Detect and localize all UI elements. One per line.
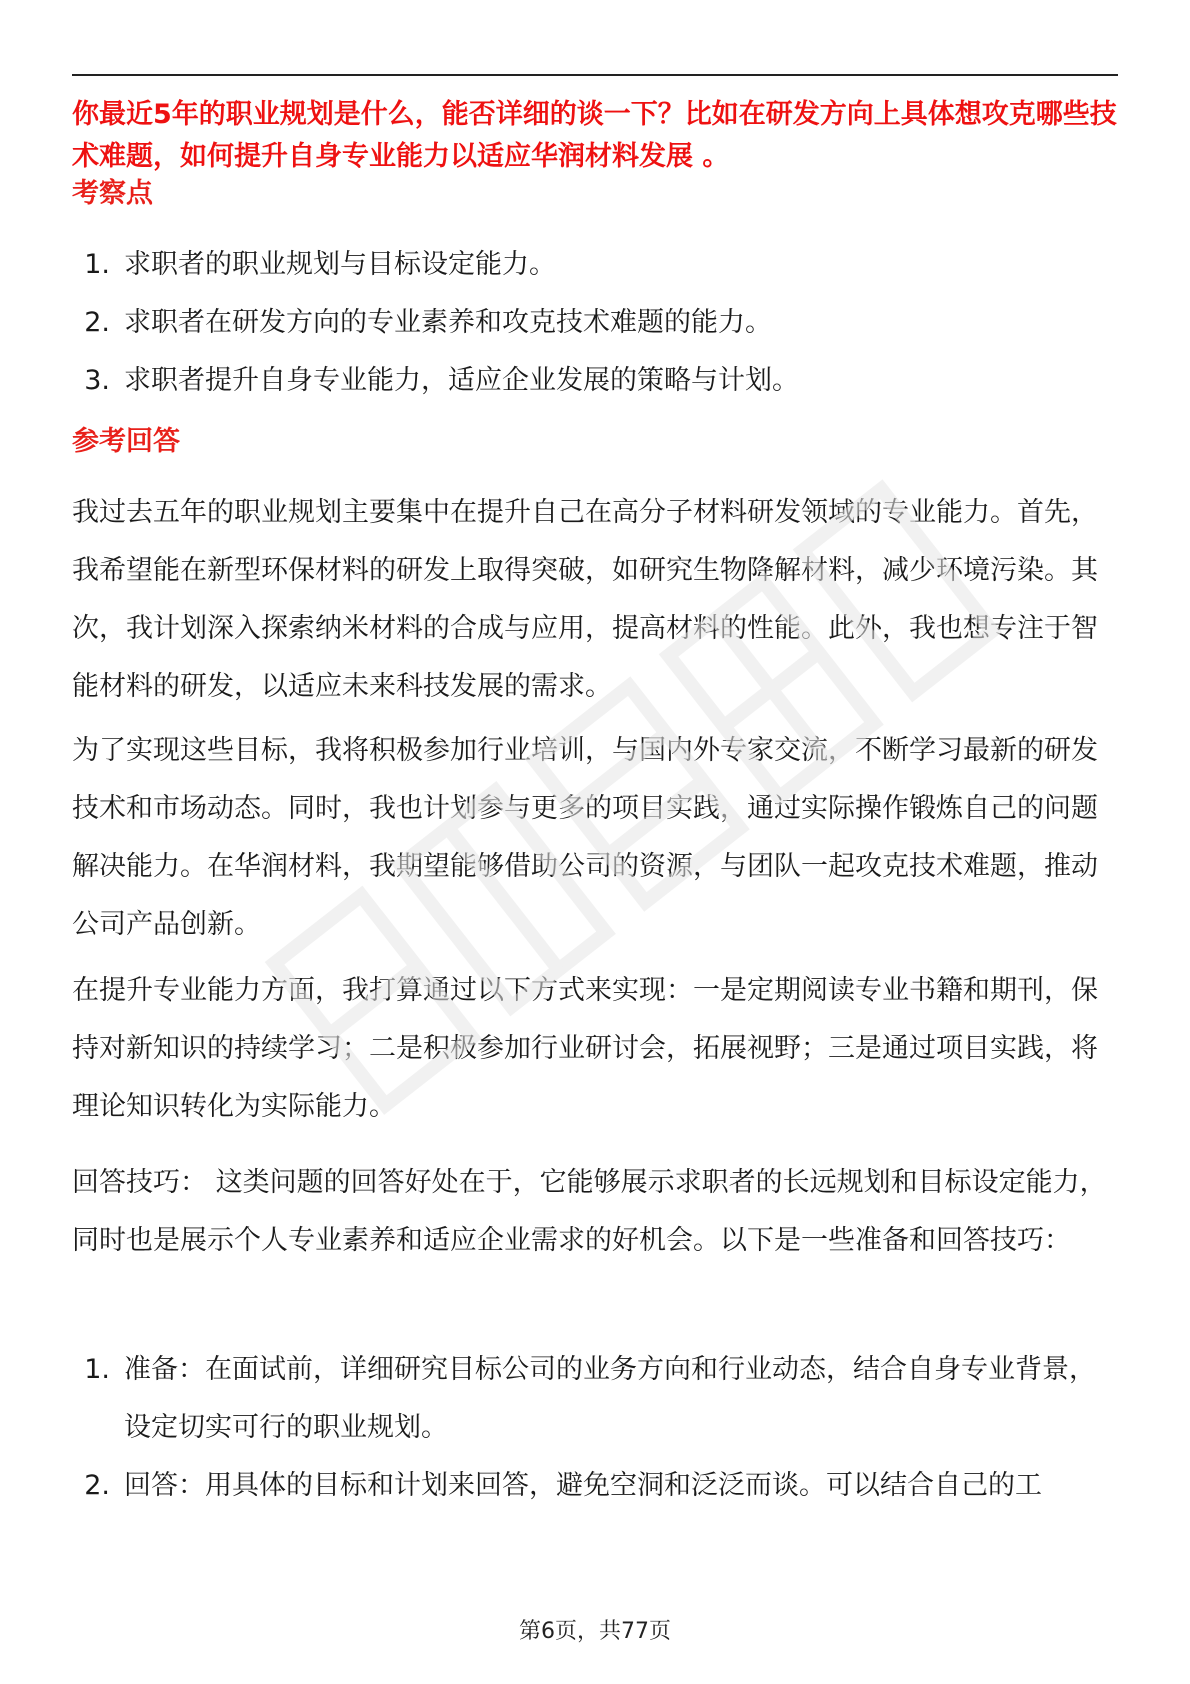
top-rule <box>72 74 1118 76</box>
list-number: 1. <box>84 249 110 280</box>
section-heading-assessment: 考察点 <box>72 178 153 209</box>
tips-intro-paragraph: 回答技巧： 这类问题的回答好处在于，它能够展示求职者的长远规划和目标设定能力，同时也是展示个人专业素养和适应企业需求的好机会。以下是一些准备和回答技巧： <box>72 1167 1107 1256</box>
list-item <box>72 1457 1122 1515</box>
list-number: 3. <box>84 365 110 396</box>
answer-paragraph-2: 为了实现这些目标，我将积极参加行业培训，与国内外专家交流，不断学习最新的研发技术和市场动态。同时，我也计划参与更多的项目实践，通过实际操作锻炼自己的问题解决能力。在华润材料，我期望能够借助公司的资源，与团队一起攻克技术难题，推动公司产品创新。 <box>72 735 1098 940</box>
list-number: 2. <box>84 307 110 338</box>
page-footer: 第6页，共77页 <box>519 1619 671 1644</box>
list-number: 2. <box>84 1470 110 1501</box>
list-number: 1. <box>84 1354 110 1385</box>
list-text: 求职者提升自身专业能力，适应企业发展的策略与计划。 <box>124 365 799 396</box>
list-item <box>72 305 1122 363</box>
assessment-list <box>72 247 1122 421</box>
list-text: 求职者的职业规划与目标设定能力。 <box>124 249 556 280</box>
tips-list <box>72 1341 1122 1515</box>
section-heading-answer: 参考回答 <box>72 426 180 457</box>
list-item <box>72 1341 1122 1457</box>
question-title: 你最近5年的职业规划是什么，能否详细的谈一下？比如在研发方向上具体想攻克哪些技术难题，如何提升自身专业能力以适应华润材料发展 。 <box>72 99 1117 172</box>
list-item <box>72 247 1122 305</box>
list-text: 求职者在研发方向的专业素养和攻克技术难题的能力。 <box>124 307 772 338</box>
answer-paragraph-1: 我过去五年的职业规划主要集中在提升自己在高分子材料研发领域的专业能力。首先，我希望能在新型环保材料的研发上取得突破，如研究生物降解材料，减少环境污染。其次，我计划深入探索纳米材料的合成与应用，提高材料的性能。此外，我也想专注于智能材料的研发，以适应未来科技发展的需求。 <box>72 497 1098 702</box>
answer-paragraph-3: 在提升专业能力方面，我打算通过以下方式来实现：一是定期阅读专业书籍和期刊，保持对新知识的持续学习；二是积极参加行业研讨会，拓展视野；三是通过项目实践，将理论知识转化为实际能力。 <box>72 975 1098 1122</box>
list-item <box>72 363 1122 421</box>
list-text: 准备：在面试前，详细研究目标公司的业务方向和行业动态，结合自身专业背景，设定切实可行的职业规划。 <box>124 1354 1096 1443</box>
list-text: 回答：用具体的目标和计划来回答，避免空洞和泛泛而谈。可以结合自己的工 <box>124 1470 1042 1501</box>
